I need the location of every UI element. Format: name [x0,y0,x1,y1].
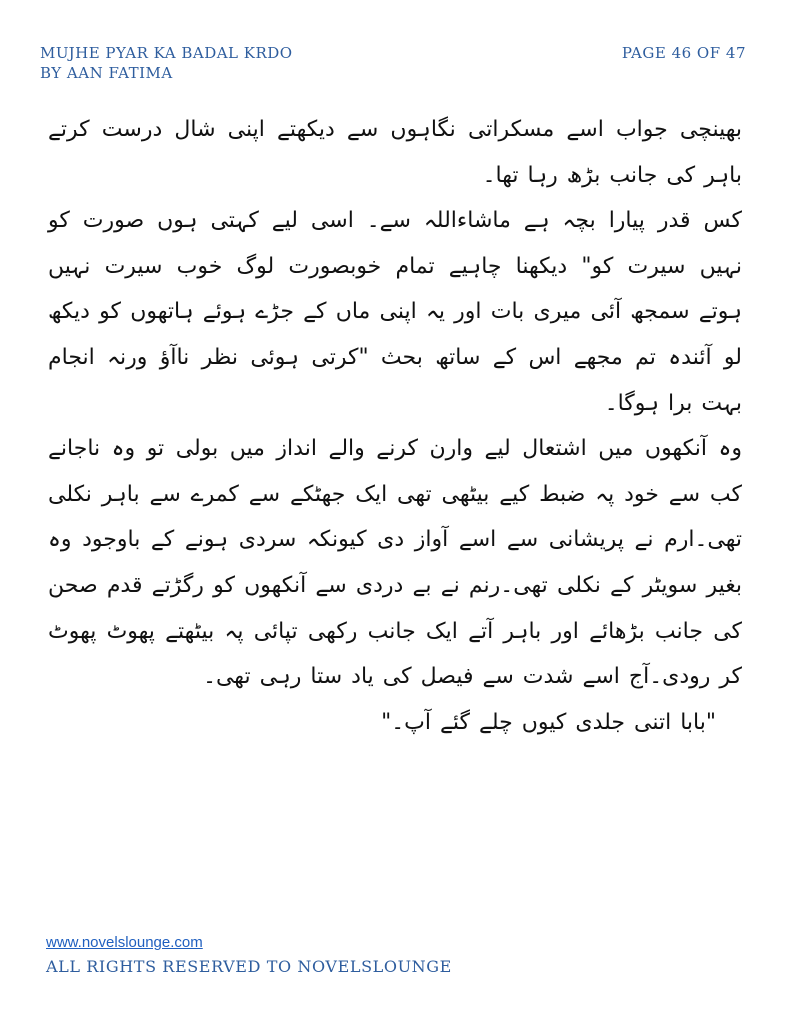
novel-title: MUJHE PYAR KA BADAL KRDO [40,44,293,62]
paragraph-1: بھینچی جواب اسے مسکراتی نگاہوں سے دیکھتے اپنی شال درست کرتے باہر کی جانب بڑھ رہا تھا۔ [48,117,742,188]
paragraph-3: وہ آنکھوں میں اشتعال لیے وارن کرنے والے انداز میں بولی تو وہ ناجانے کب سے خود پہ ضبط کیے بیٹھی تھی ایک جھٹکے سے کمرے سے باہر نکلی تھی۔ارم نے پریشانی سے اسے آواز دی کیونکہ سردی ہونے کے باوجود وہ بغیر سویٹر کے نکلی تھی۔رنم نے بے دردی سے آنکھوں کو رگڑتے قدم صحن کی جانب بڑھائے اور باہر آتے ایک جانب رکھی تپائی پہ بیٹھتے پھوٹ پھوٹ کر رودی۔آج اسے شدت سے فیصل کی یاد ستا رہی تھی۔ [48,436,742,690]
author-line: BY AAN FATIMA [40,64,173,82]
paragraph-2: کس قدر پیارا بچہ ہے ماشاءاللہ سے۔ اسی لیے کہتی ہوں صورت کو نہیں سیرت کو" دیکھنا چاہیے تمام خوبصورت لوگ خوب سیرت نہیں ہوتے سمجھ آئی میری بات اور یہ اپنی ماں کے جڑے ہوئے ہاتھوں کو دیکھ لو آئندہ تم مجھے اس کے ساتھ بحث "کرتی ہوئی نظر ناآؤ ورنہ انجام بہت برا ہوگا۔ [48,208,742,416]
rights-notice: ALL RIGHTS RESERVED TO NOVELSLOUNGE [46,957,452,976]
website-link[interactable]: www.novelslounge.com [46,934,203,951]
story-text [48,103,742,745]
page-number: PAGE 46 OF 47 [621,44,746,62]
paragraph-4: "بابا اتنی جلدی کیوں چلے گئے آپ۔" [381,709,716,735]
